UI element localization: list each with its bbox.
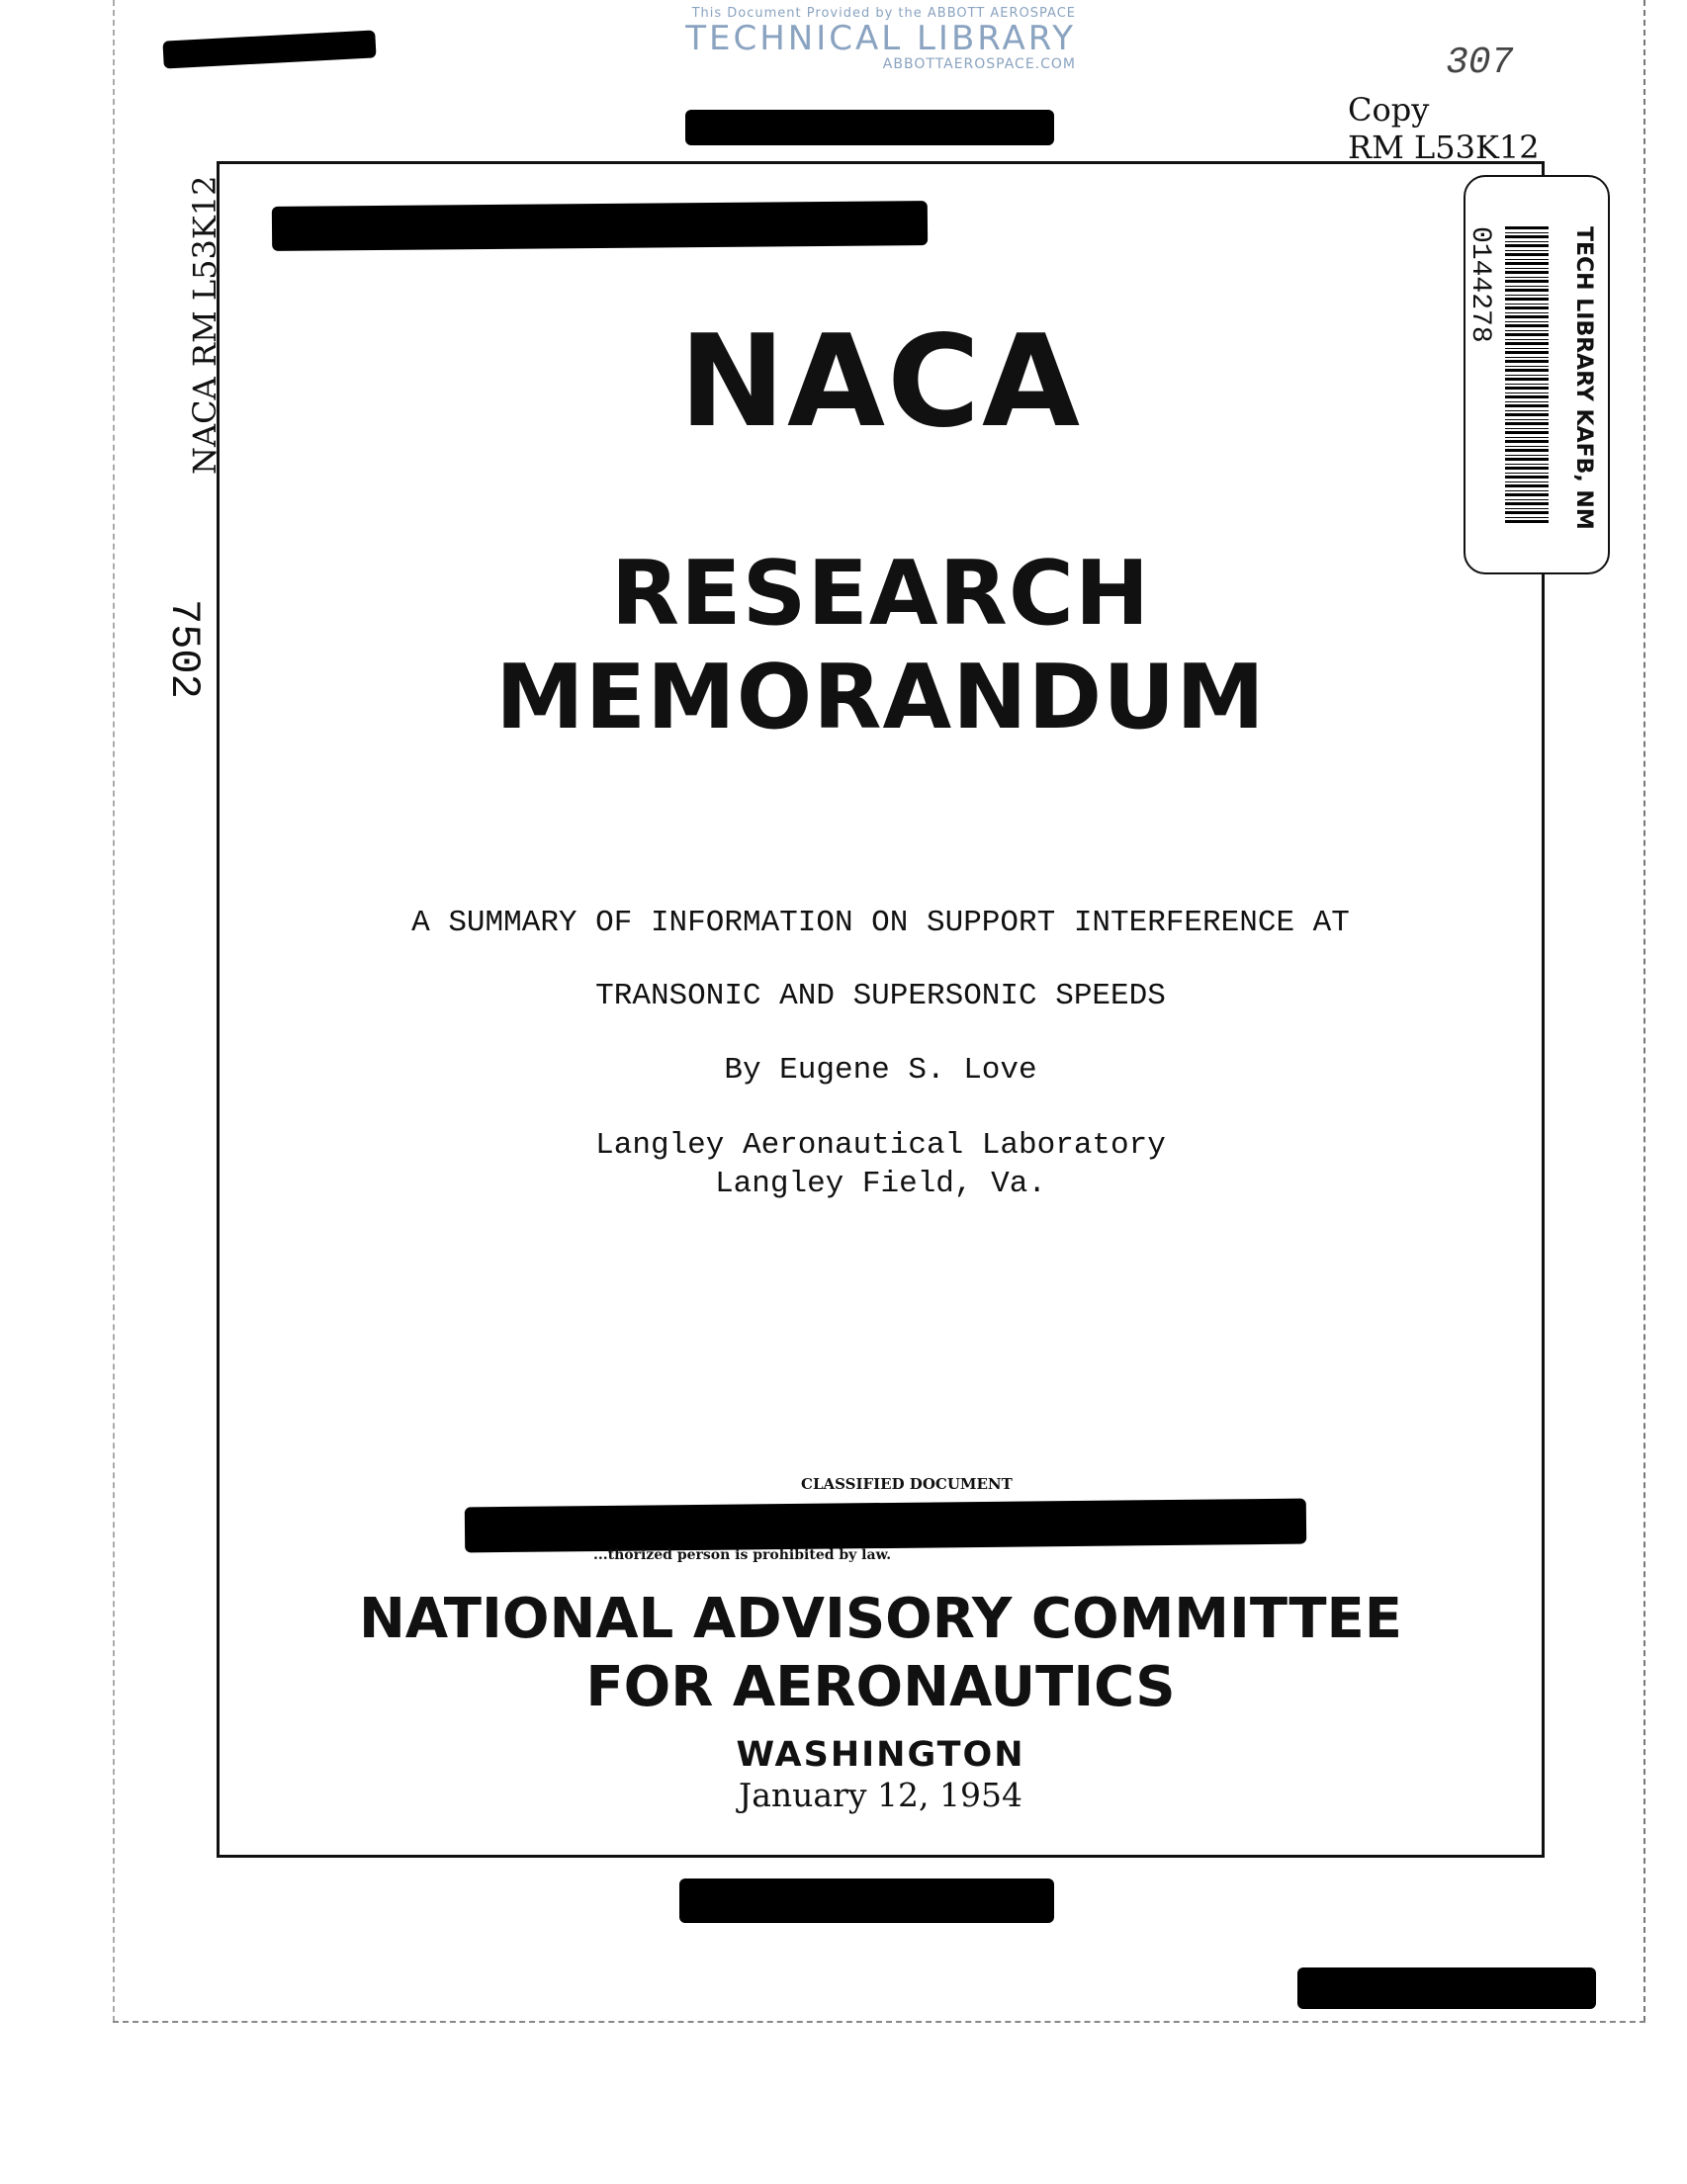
watermark-line3: ABBOTTAEROSPACE.COM [882, 56, 1076, 72]
page-edge-right [1643, 0, 1645, 2022]
barcode-number: 0144278 [1465, 226, 1495, 343]
laboratory: Langley Aeronautical Laboratory [595, 1128, 1166, 1163]
document-type: RESEARCH MEMORANDUM [495, 542, 1266, 749]
location: Langley Field, Va. [715, 1167, 1046, 1201]
watermark-line2: TECHNICAL LIBRARY [685, 19, 1076, 58]
copy-number: 307 [1446, 42, 1514, 84]
committee-line-2: FOR AERONAUTICS [585, 1655, 1176, 1719]
title-line-1: A SUMMARY OF INFORMATION ON SUPPORT INTERFERENCE AT [411, 906, 1350, 940]
classified-heading: CLASSIFIED DOCUMENT [801, 1475, 1013, 1493]
page-edge-bottom [113, 2021, 1645, 2023]
redaction-bar [465, 1499, 1306, 1553]
copy-label: Copy [1348, 91, 1430, 129]
stamp-number: 7502 [160, 599, 208, 699]
library-name: TECH LIBRARY KAFB, NM [1571, 226, 1596, 530]
title-line-2: TRANSONIC AND SUPERSONIC SPEEDS [595, 979, 1166, 1013]
report-number: RM L53K12 [1348, 129, 1540, 166]
committee-line-1: NATIONAL ADVISORY COMMITTEE [358, 1587, 1403, 1651]
agency-name: NACA [678, 308, 1083, 456]
city: WASHINGTON [736, 1735, 1025, 1775]
watermark [572, 6, 1076, 72]
watermark-line1: This Document Provided by the ABBOTT AEROSPACE [691, 6, 1076, 21]
author: By Eugene S. Love [724, 1053, 1037, 1088]
redaction-bar [679, 1878, 1054, 1923]
page-edge-left [113, 0, 115, 2022]
redaction-mark [162, 30, 376, 68]
spine-label: NACA RM L53K12 [186, 175, 223, 475]
date: January 12, 1954 [739, 1776, 1022, 1814]
redaction-bar [1297, 1967, 1596, 2009]
classified-note: ...thorized person is prohibited by law. [593, 1547, 892, 1563]
redaction-bar [685, 110, 1054, 145]
